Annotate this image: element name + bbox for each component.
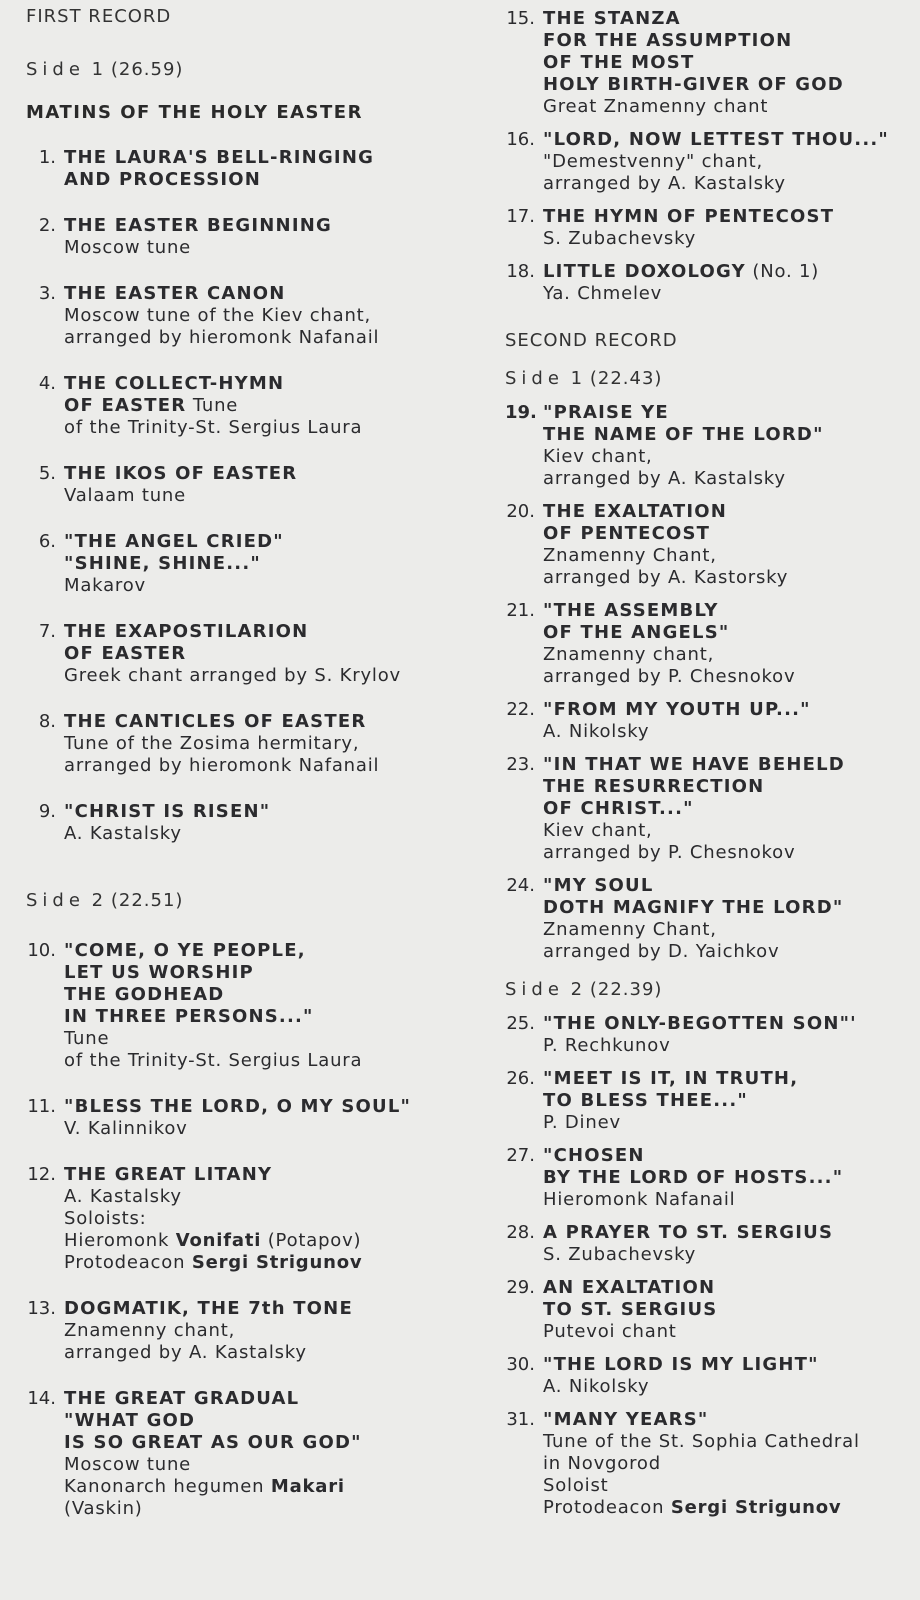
track-item xyxy=(505,261,910,305)
track-title: LITTLE DOXOLOGY xyxy=(543,261,746,282)
track-credit: S. Zubachevsky xyxy=(543,1244,697,1265)
track-item xyxy=(505,206,910,250)
track-title: "PRAISE YE THE NAME OF THE LORD" xyxy=(543,402,824,445)
track-number: 6. xyxy=(38,531,56,552)
track-title: THE COLLECT-HYMN xyxy=(64,373,285,394)
track-title: THE LAURA'S BELL-RINGING AND PROCESSION xyxy=(64,147,375,190)
track-credit: Tune of the Zosima hermitary, xyxy=(64,733,360,754)
track-title: "THE ASSEMBLY OF THE ANGELS" xyxy=(543,600,730,643)
right-column xyxy=(505,0,910,1519)
second-record-side2-heading xyxy=(505,979,910,1001)
track-number: 21. xyxy=(506,600,535,621)
track-title: THE IKOS OF EASTER xyxy=(64,463,298,484)
track-number: 24. xyxy=(506,875,535,896)
track-credit: Makarov xyxy=(64,575,146,596)
track-number: 12. xyxy=(27,1164,56,1185)
section-title: MATINS OF THE HOLY EASTER xyxy=(26,102,363,123)
track-credit: Moscow tune of the Kiev chant, xyxy=(64,305,372,326)
track-title: OF EASTER xyxy=(64,395,187,416)
track-credit: arranged by A. Kastalsky xyxy=(543,173,786,194)
track-number: 1. xyxy=(38,147,56,168)
track-item xyxy=(505,1068,910,1134)
track-credit: arranged by A. Kastalsky xyxy=(64,1342,307,1363)
track-number: 15. xyxy=(506,8,535,29)
track-item xyxy=(505,1409,910,1519)
side-duration: (22.43) xyxy=(589,368,663,389)
track-number: 18. xyxy=(506,261,535,282)
track-item xyxy=(26,215,496,259)
track-credit: Hieromonk Nafanail xyxy=(543,1189,736,1210)
track-credit: A. Nikolsky xyxy=(543,1376,650,1397)
track-item xyxy=(26,147,496,191)
track-item xyxy=(505,402,910,490)
track-number: 29. xyxy=(506,1277,535,1298)
track-title: "CHOSEN BY THE LORD OF HOSTS..." xyxy=(543,1145,844,1188)
side-label: Side xyxy=(26,59,85,80)
side-duration: (22.39) xyxy=(589,979,663,1000)
track-number: 13. xyxy=(27,1298,56,1319)
track-number: 8. xyxy=(38,711,56,732)
track-credit: Valaam tune xyxy=(64,485,187,506)
track-title: THE GREAT GRADUAL "WHAT GOD IS SO GREAT AS OUR GOD" xyxy=(64,1388,362,1453)
side-number: 1 xyxy=(570,368,584,389)
track-credit: Znamenny Chant, xyxy=(543,545,717,566)
track-item xyxy=(26,531,496,597)
soloist-surname: (Potapov) xyxy=(267,1230,362,1251)
first-record-heading: FIRST RECORD xyxy=(26,6,172,27)
track-number: 17. xyxy=(506,206,535,227)
track-item xyxy=(26,621,496,687)
track-credit: of the Trinity-St. Sergius Laura xyxy=(64,417,363,438)
track-title: "FROM MY YOUTH UP..." xyxy=(543,699,811,720)
track-credit: arranged by hieromonk Nafanail xyxy=(64,755,380,776)
track-title: THE EXAPOSTILARION OF EASTER xyxy=(64,621,309,664)
track-number: 2. xyxy=(38,215,56,236)
track-number: 30. xyxy=(506,1354,535,1375)
track-item xyxy=(505,501,910,589)
track-title: THE CANTICLES OF EASTER xyxy=(64,711,367,732)
track-credit: arranged by A. Kastorsky xyxy=(543,567,789,588)
track-credit: Znamenny chant, xyxy=(543,644,715,665)
track-title: "MY SOUL DOTH MAGNIFY THE LORD" xyxy=(543,875,844,918)
track-title: DOGMATIK, THE 7th TONE xyxy=(64,1298,353,1319)
track-title: "THE ANGEL CRIED" "SHINE, SHINE..." xyxy=(64,531,284,574)
side-duration: (26.59) xyxy=(110,59,184,80)
track-number: 4. xyxy=(38,373,56,394)
track-number: 7. xyxy=(38,621,56,642)
track-item xyxy=(505,875,910,963)
soloist-name: Sergi Strigunov xyxy=(670,1497,842,1518)
track-number: 10. xyxy=(27,940,56,961)
track-number: 26. xyxy=(506,1068,535,1089)
track-number: 9. xyxy=(38,801,56,822)
track-subtitle: (No. 1) xyxy=(752,261,820,282)
track-number: 22. xyxy=(506,699,535,720)
track-item xyxy=(26,1298,496,1364)
side-number: 2 xyxy=(91,890,105,911)
track-number: 19. xyxy=(505,402,537,423)
track-credit: arranged by A. Kastalsky xyxy=(543,468,786,489)
track-title: "THE LORD IS MY LIGHT" xyxy=(543,1354,819,1375)
track-item xyxy=(505,699,910,743)
track-credit: "Demestvenny" chant, xyxy=(543,151,763,172)
track-number: 16. xyxy=(506,129,535,150)
track-credit: S. Zubachevsky xyxy=(543,228,697,249)
track-item xyxy=(26,1388,496,1520)
track-credit: Soloists: xyxy=(64,1208,147,1229)
soloist-name: Sergi Strigunov xyxy=(191,1252,363,1273)
track-number: 5. xyxy=(38,463,56,484)
track-credit: A. Nikolsky xyxy=(543,721,650,742)
side-number: 1 xyxy=(91,59,105,80)
track-credit: V. Kalinnikov xyxy=(64,1118,188,1139)
track-title: "CHRIST IS RISEN" xyxy=(64,801,271,822)
track-number: 11. xyxy=(27,1096,56,1117)
track-title: "MANY YEARS" xyxy=(543,1409,709,1430)
track-credit: Ya. Chmelev xyxy=(543,283,663,304)
track-title: "MEET IS IT, IN TRUTH, TO BLESS THEE..." xyxy=(543,1068,799,1111)
first-record-side1-heading xyxy=(26,59,496,81)
track-credit: Znamenny chant, xyxy=(64,1320,236,1341)
track-title: THE HYMN OF PENTECOST xyxy=(543,206,835,227)
track-credit: Great Znamenny chant xyxy=(543,96,769,117)
track-item xyxy=(505,600,910,688)
track-credit: A. Kastalsky xyxy=(64,823,182,844)
track-number: 27. xyxy=(506,1145,535,1166)
track-credit: Moscow tune xyxy=(64,237,192,258)
track-item xyxy=(505,129,910,195)
soloist-role: Protodeacon xyxy=(543,1497,665,1518)
track-credit: arranged by D. Yaichkov xyxy=(543,941,780,962)
track-item xyxy=(26,711,496,777)
track-credit: Tune xyxy=(192,395,239,416)
track-title: THE EASTER BEGINNING xyxy=(64,215,332,236)
side-label: Side xyxy=(505,979,564,1000)
track-item xyxy=(505,1013,910,1057)
track-credit: Soloist xyxy=(543,1475,609,1496)
track-item xyxy=(505,1222,910,1266)
track-credit: arranged by hieromonk Nafanail xyxy=(64,327,380,348)
track-number: 25. xyxy=(506,1013,535,1034)
track-title: THE STANZA FOR THE ASSUMPTION OF THE MOST HOLY BIRTH-GIVER OF GOD xyxy=(543,8,844,95)
track-credit: Moscow tune xyxy=(64,1454,192,1475)
track-title: THE EASTER CANON xyxy=(64,283,286,304)
track-credit: arranged by P. Chesnokov xyxy=(543,666,796,687)
track-item xyxy=(26,283,496,349)
track-number: 31. xyxy=(506,1409,535,1430)
track-title: "THE ONLY-BEGOTTEN SON"' xyxy=(543,1013,857,1034)
track-item xyxy=(505,754,910,864)
track-item xyxy=(505,1354,910,1398)
track-item xyxy=(26,1164,496,1274)
first-record-side2-heading xyxy=(26,890,496,912)
track-title: "COME, O YE PEOPLE, LET US WORSHIP THE GODHEAD IN THREE PERSONS..." xyxy=(64,940,314,1027)
track-title: A PRAYER TO ST. SERGIUS xyxy=(543,1222,834,1243)
side-number: 2 xyxy=(570,979,584,1000)
side-label: Side xyxy=(505,368,564,389)
track-title: THE GREAT LITANY xyxy=(64,1164,273,1185)
track-title: AN EXALTATION TO ST. SERGIUS xyxy=(543,1277,718,1320)
track-item xyxy=(26,373,496,439)
track-item xyxy=(26,940,496,1072)
track-number: 23. xyxy=(506,754,535,775)
soloist-role: Hieromonk xyxy=(64,1230,170,1251)
track-credit: Greek chant arranged by S. Krylov xyxy=(64,665,401,686)
side-label: Side xyxy=(26,890,85,911)
track-number: 28. xyxy=(506,1222,535,1243)
track-item xyxy=(505,1145,910,1211)
track-item xyxy=(505,1277,910,1343)
track-credit: Znamenny Chant, xyxy=(543,919,717,940)
track-item xyxy=(26,463,496,507)
track-credit: P. Dinev xyxy=(543,1112,621,1133)
side-duration: (22.51) xyxy=(110,890,184,911)
second-record-heading: SECOND RECORD xyxy=(505,330,678,351)
track-item xyxy=(505,8,910,118)
track-credit: A. Kastalsky xyxy=(64,1186,182,1207)
track-credit: Tune xyxy=(64,1028,110,1049)
performer-role: Kanonarch hegumen xyxy=(64,1476,265,1497)
track-credit: Kiev chant, xyxy=(543,820,653,841)
track-title: "IN THAT WE HAVE BEHELD THE RESURRECTION OF CHRIST..." xyxy=(543,754,845,819)
second-record-side1-heading xyxy=(505,368,910,390)
track-credit: Putevoi chant xyxy=(543,1321,677,1342)
track-credit: P. Rechkunov xyxy=(543,1035,671,1056)
track-number: 20. xyxy=(506,501,535,522)
track-title: THE EXALTATION OF PENTECOST xyxy=(543,501,728,544)
track-credit: Kiev chant, xyxy=(543,446,653,467)
soloist-name: Vonifati xyxy=(175,1230,262,1251)
track-credit: arranged by P. Chesnokov xyxy=(543,842,796,863)
track-credit: (Vaskin) xyxy=(64,1498,143,1519)
left-column xyxy=(26,0,496,1520)
track-item xyxy=(26,801,496,845)
soloist-role: Protodeacon xyxy=(64,1252,186,1273)
track-number: 3. xyxy=(38,283,56,304)
track-credit: in Novgorod xyxy=(543,1453,661,1474)
track-credit: Tune of the St. Sophia Cathedral xyxy=(543,1431,860,1452)
track-number: 14. xyxy=(27,1388,56,1409)
track-credit: of the Trinity-St. Sergius Laura xyxy=(64,1050,363,1071)
performer-name: Makari xyxy=(270,1476,345,1497)
track-title: "BLESS THE LORD, O MY SOUL" xyxy=(64,1096,412,1117)
track-item xyxy=(26,1096,496,1140)
track-title: "LORD, NOW LETTEST THOU..." xyxy=(543,129,889,150)
